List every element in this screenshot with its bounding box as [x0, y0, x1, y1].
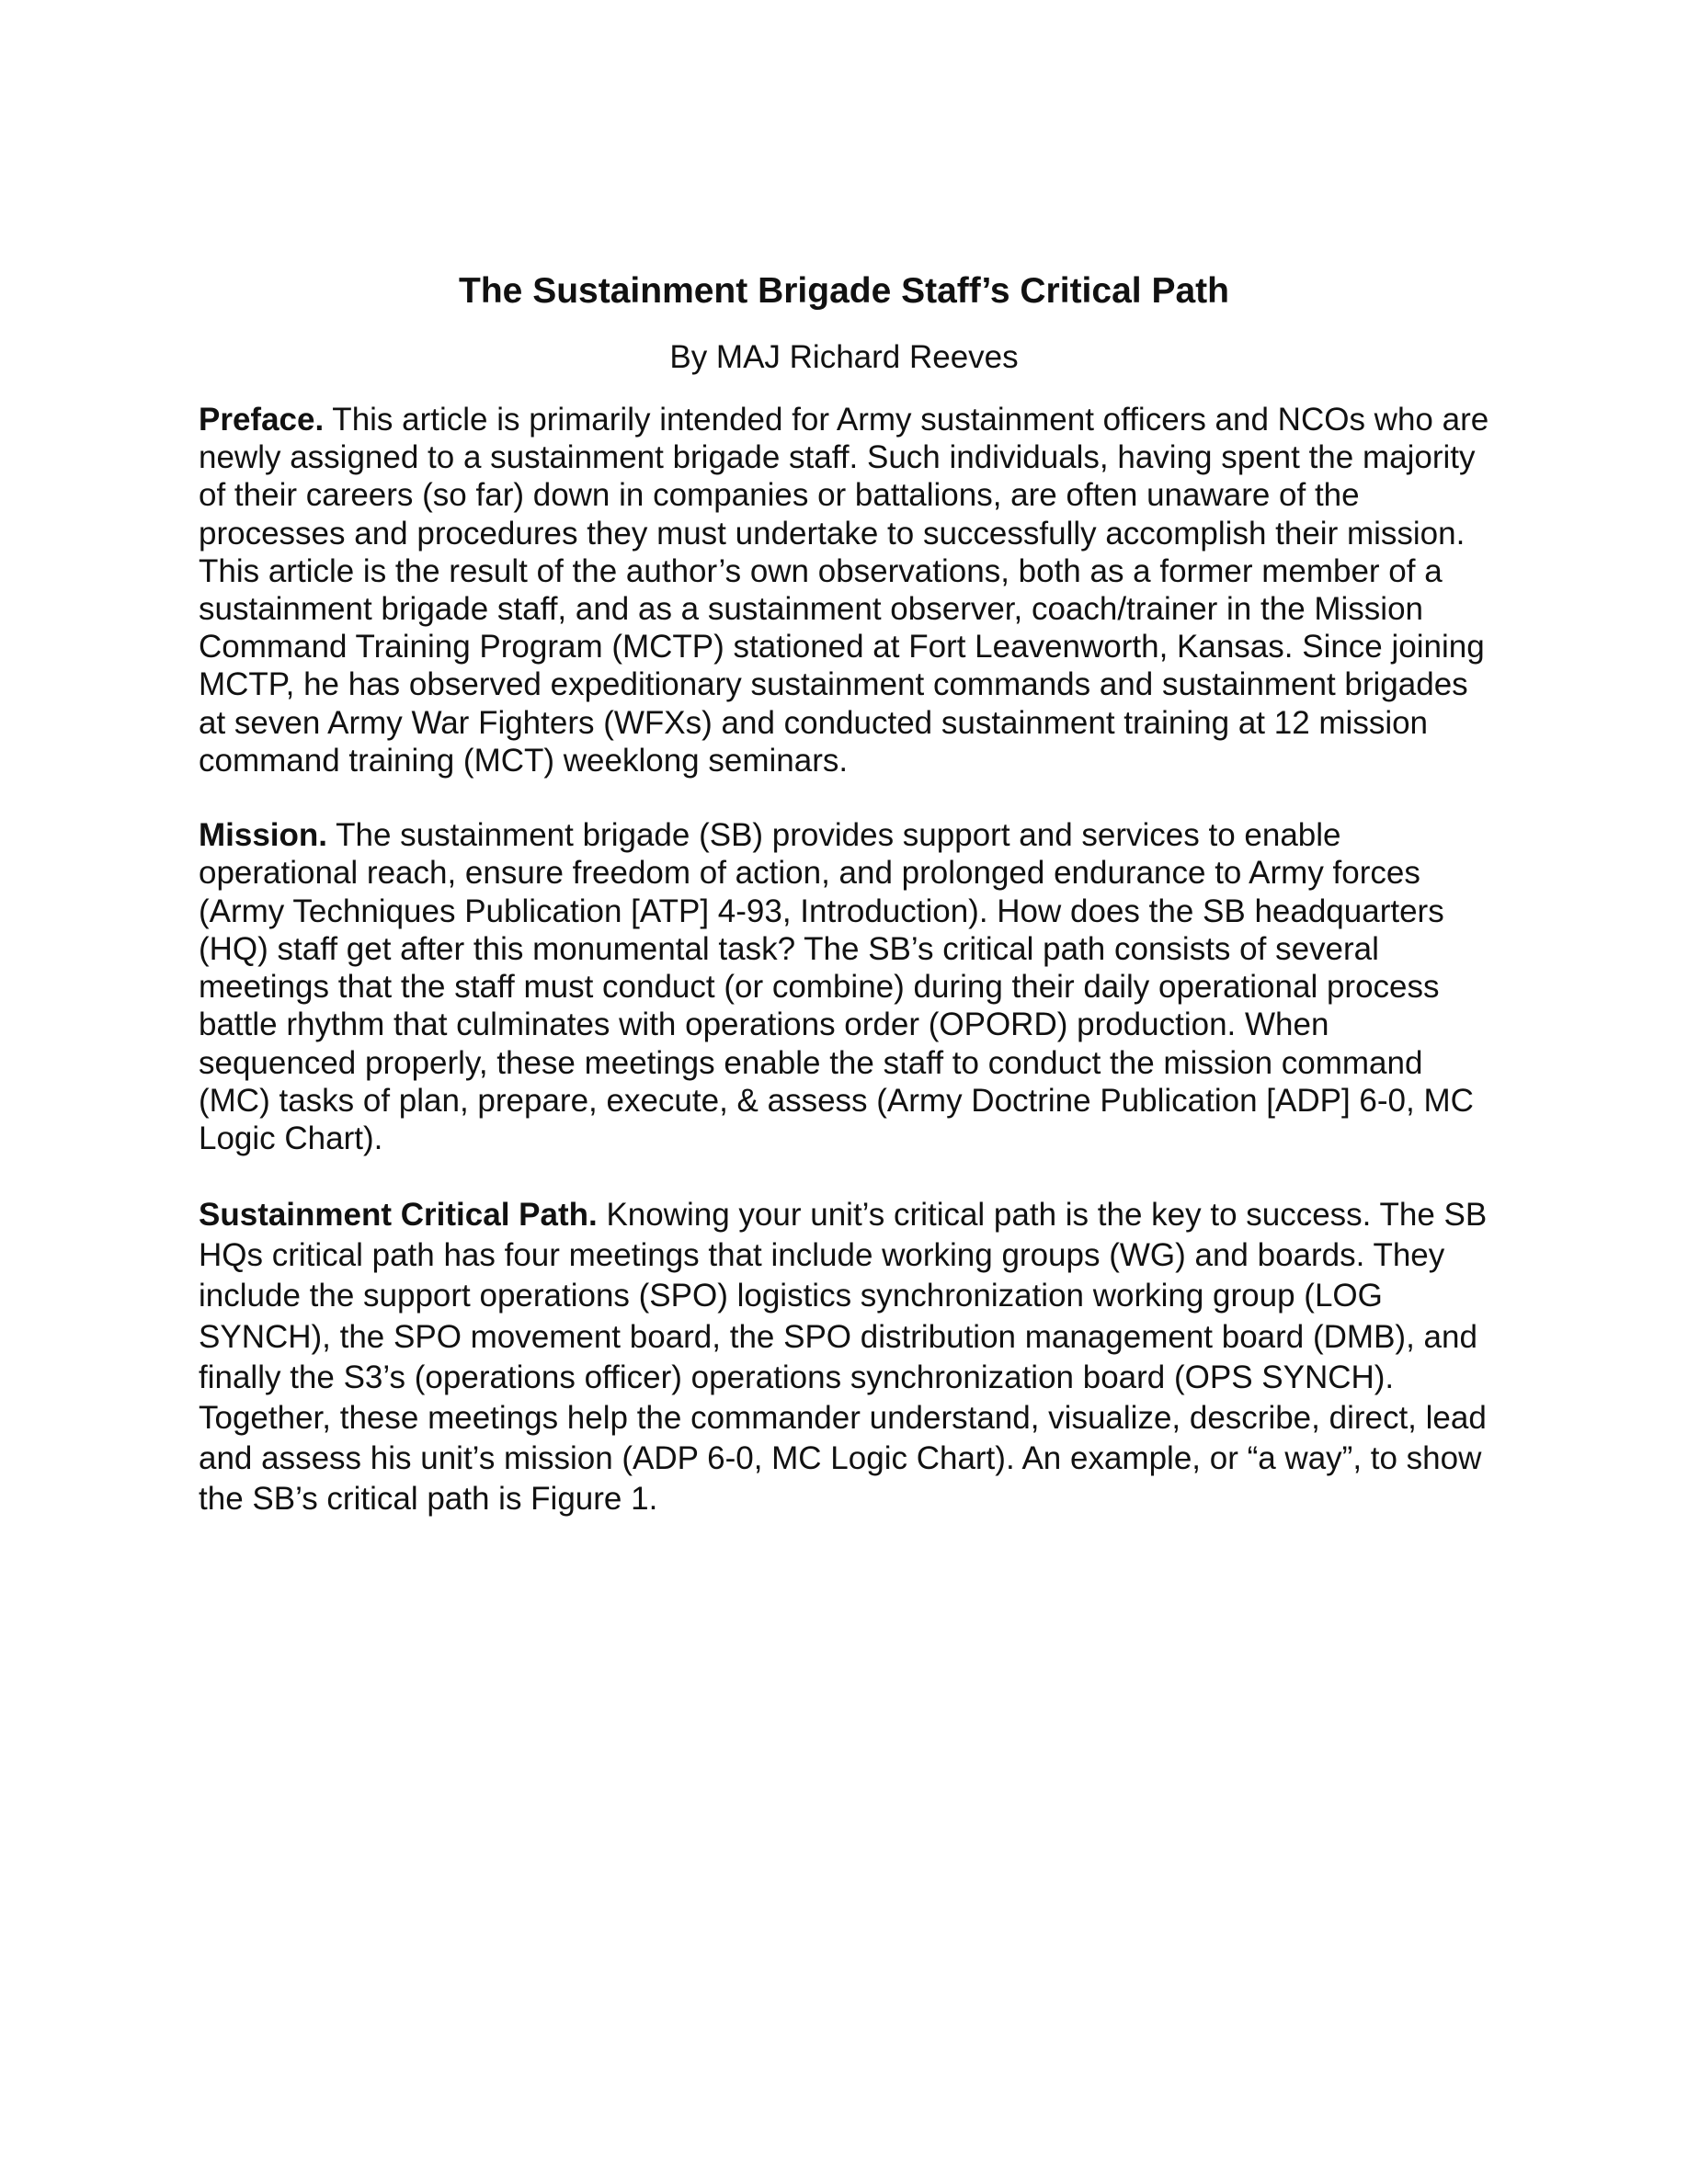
mission-paragraph — [199, 816, 1495, 1158]
preface-heading: Preface. — [199, 402, 325, 438]
critical-path-paragraph — [199, 1195, 1495, 1520]
critical-path-text: Knowing your unit’s critical path is the key to success. The SB HQs critical path has four meetings that include working groups (WG) and boards. They include the support operations (SPO) logistics synchronization working group (LOG SYNCH), the SPO movement board, the SPO distribution management board (DMB), and finally the S3’s (operations officer) operations synchronization board (OPS SYNCH). Together, these meetings help the commander understand, visualize, describe, direct, lead and assess his unit’s mission (ADP 6-0, MC Logic Chart). An example, or “a way”, to show the SB’s critical path is Figure 1. — [199, 1197, 1488, 1518]
critical-path-heading: Sustainment Critical Path. — [199, 1197, 598, 1233]
document-title: The Sustainment Brigade Staff’s Critical Path — [459, 271, 1229, 311]
mission-heading: Mission. — [199, 817, 328, 853]
preface-paragraph — [199, 401, 1495, 779]
preface-text: This article is primarily intended for Army sustainment officers and NCOs who are newly assigned to a sustainment brigade staff. Such individuals, having spent the majority of their careers (so far) down in companies or battalions, are often unaware of the processes and procedures they must undertake to successfully accomplish their mission. This article is the result of the author’s own observations, both as a former member of a sustainment brigade staff, and as a sustainment observer, coach/trainer in the Mission Command Training Program (MCTP) stationed at Fort Leavenworth, Kansas. Since joining MCTP, he has observed expeditionary sustainment commands and sustainment brigades at seven Army War Fighters (WFXs) and conducted sustainment training at 12 mission command training (MCT) weeklong seminars. — [199, 402, 1489, 779]
mission-text: The sustainment brigade (SB) provides support and services to enable operational reach, ensure freedom of action, and prolonged endurance to Army forces (Army Techniques Publication [ATP] 4-93, Introduction). How does the SB headquarters (HQ) staff get after this monumental task? The SB’s critical path consists of several meetings that the staff must conduct (or combine) during their daily operational process battle rhythm that culminates with operations order (OPORD) production. When sequenced properly, these meetings enable the staff to conduct the mission command (MC) tasks of plan, prepare, execute, & assess (Army Doctrine Publication [ADP] 6-0, MC Logic Chart). — [199, 817, 1474, 1157]
author-byline: By MAJ Richard Reeves — [669, 339, 1019, 375]
